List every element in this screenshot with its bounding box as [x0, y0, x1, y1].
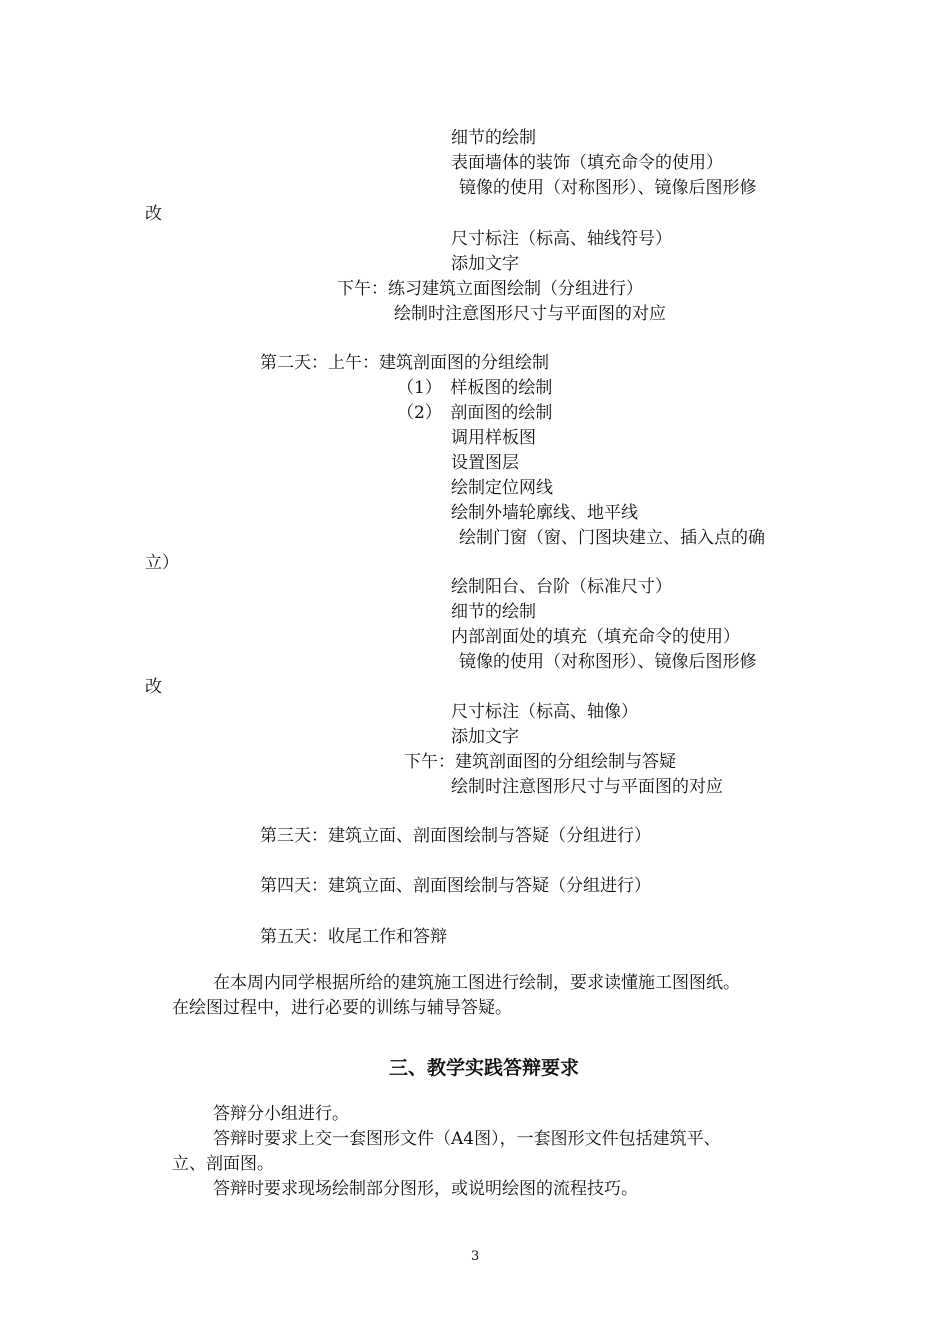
day2-step: 调用样板图 — [451, 428, 536, 448]
day2-step: 设置图层 — [451, 453, 519, 473]
day2-step: 尺寸标注（标高、轴像） — [451, 702, 638, 722]
line-afternoon-elevation: 下午：练习建筑立面图绘制（分组进行） — [337, 279, 643, 299]
day2-step: 镜像的使用（对称图形）、镜像后图形修 — [459, 652, 757, 672]
line-afternoon-note: 绘制时注意图形尺寸与平面图的对应 — [394, 304, 666, 324]
requirement-line: 答辩分小组进行。 — [213, 1104, 349, 1124]
line-mirror-usage-wrap: 改 — [145, 204, 162, 224]
day2-step: 细节的绘制 — [451, 602, 536, 622]
day2-afternoon-note: 绘制时注意图形尺寸与平面图的对应 — [451, 777, 723, 797]
day2-step-wrap: 改 — [145, 677, 162, 697]
requirement-line-wrap: 立、剖面图。 — [172, 1154, 274, 1174]
day2-step: 绘制门窗（窗、门图块建立、插入点的确 — [459, 528, 765, 548]
page-number: 3 — [471, 1249, 480, 1264]
day2-afternoon: 下午：建筑剖面图的分组绘制与答疑 — [404, 752, 676, 772]
summary-paragraph-line1: 在本周内同学根据所给的建筑施工图进行绘制，要求读懂施工图图纸。 — [213, 973, 740, 993]
requirement-line: 答辩时要求上交一套图形文件（A4图），一套图形文件包括建筑平、 — [213, 1129, 721, 1149]
line-wall-decoration: 表面墙体的装饰（填充命令的使用） — [451, 153, 723, 173]
day2-step: 绘制定位网线 — [451, 478, 553, 498]
requirement-line: 答辩时要求现场绘制部分图形，或说明绘图的流程技巧。 — [213, 1179, 638, 1199]
day2-step: 绘制阳台、台阶（标准尺寸） — [451, 577, 672, 597]
line-add-text: 添加文字 — [451, 254, 519, 274]
summary-paragraph-line2: 在绘图过程中，进行必要的训练与辅导答疑。 — [172, 998, 512, 1018]
day5-line: 第五天：收尾工作和答辩 — [260, 927, 447, 947]
line-mirror-usage: 镜像的使用（对称图形）、镜像后图形修 — [459, 178, 757, 198]
day2-title: 第二天：上午：建筑剖面图的分组绘制 — [260, 353, 549, 373]
line-detail-drawing: 细节的绘制 — [451, 128, 536, 148]
day3-line: 第三天：建筑立面、剖面图绘制与答疑（分组进行） — [260, 826, 651, 846]
line-dimension-annotation: 尺寸标注（标高、轴线符号） — [451, 229, 672, 249]
day4-line: 第四天：建筑立面、剖面图绘制与答疑（分组进行） — [260, 876, 651, 896]
day2-step: 添加文字 — [451, 727, 519, 747]
day2-item-template: （1） 样板图的绘制 — [397, 378, 553, 398]
day2-step: 绘制外墙轮廓线、地平线 — [451, 503, 638, 523]
day2-step-wrap: 立） — [145, 553, 179, 573]
section-heading: 三、教学实践答辩要求 — [389, 1057, 580, 1079]
day2-item-section: （2） 剖面图的绘制 — [397, 403, 553, 423]
day2-step: 内部剖面处的填充（填充命令的使用） — [451, 627, 740, 647]
